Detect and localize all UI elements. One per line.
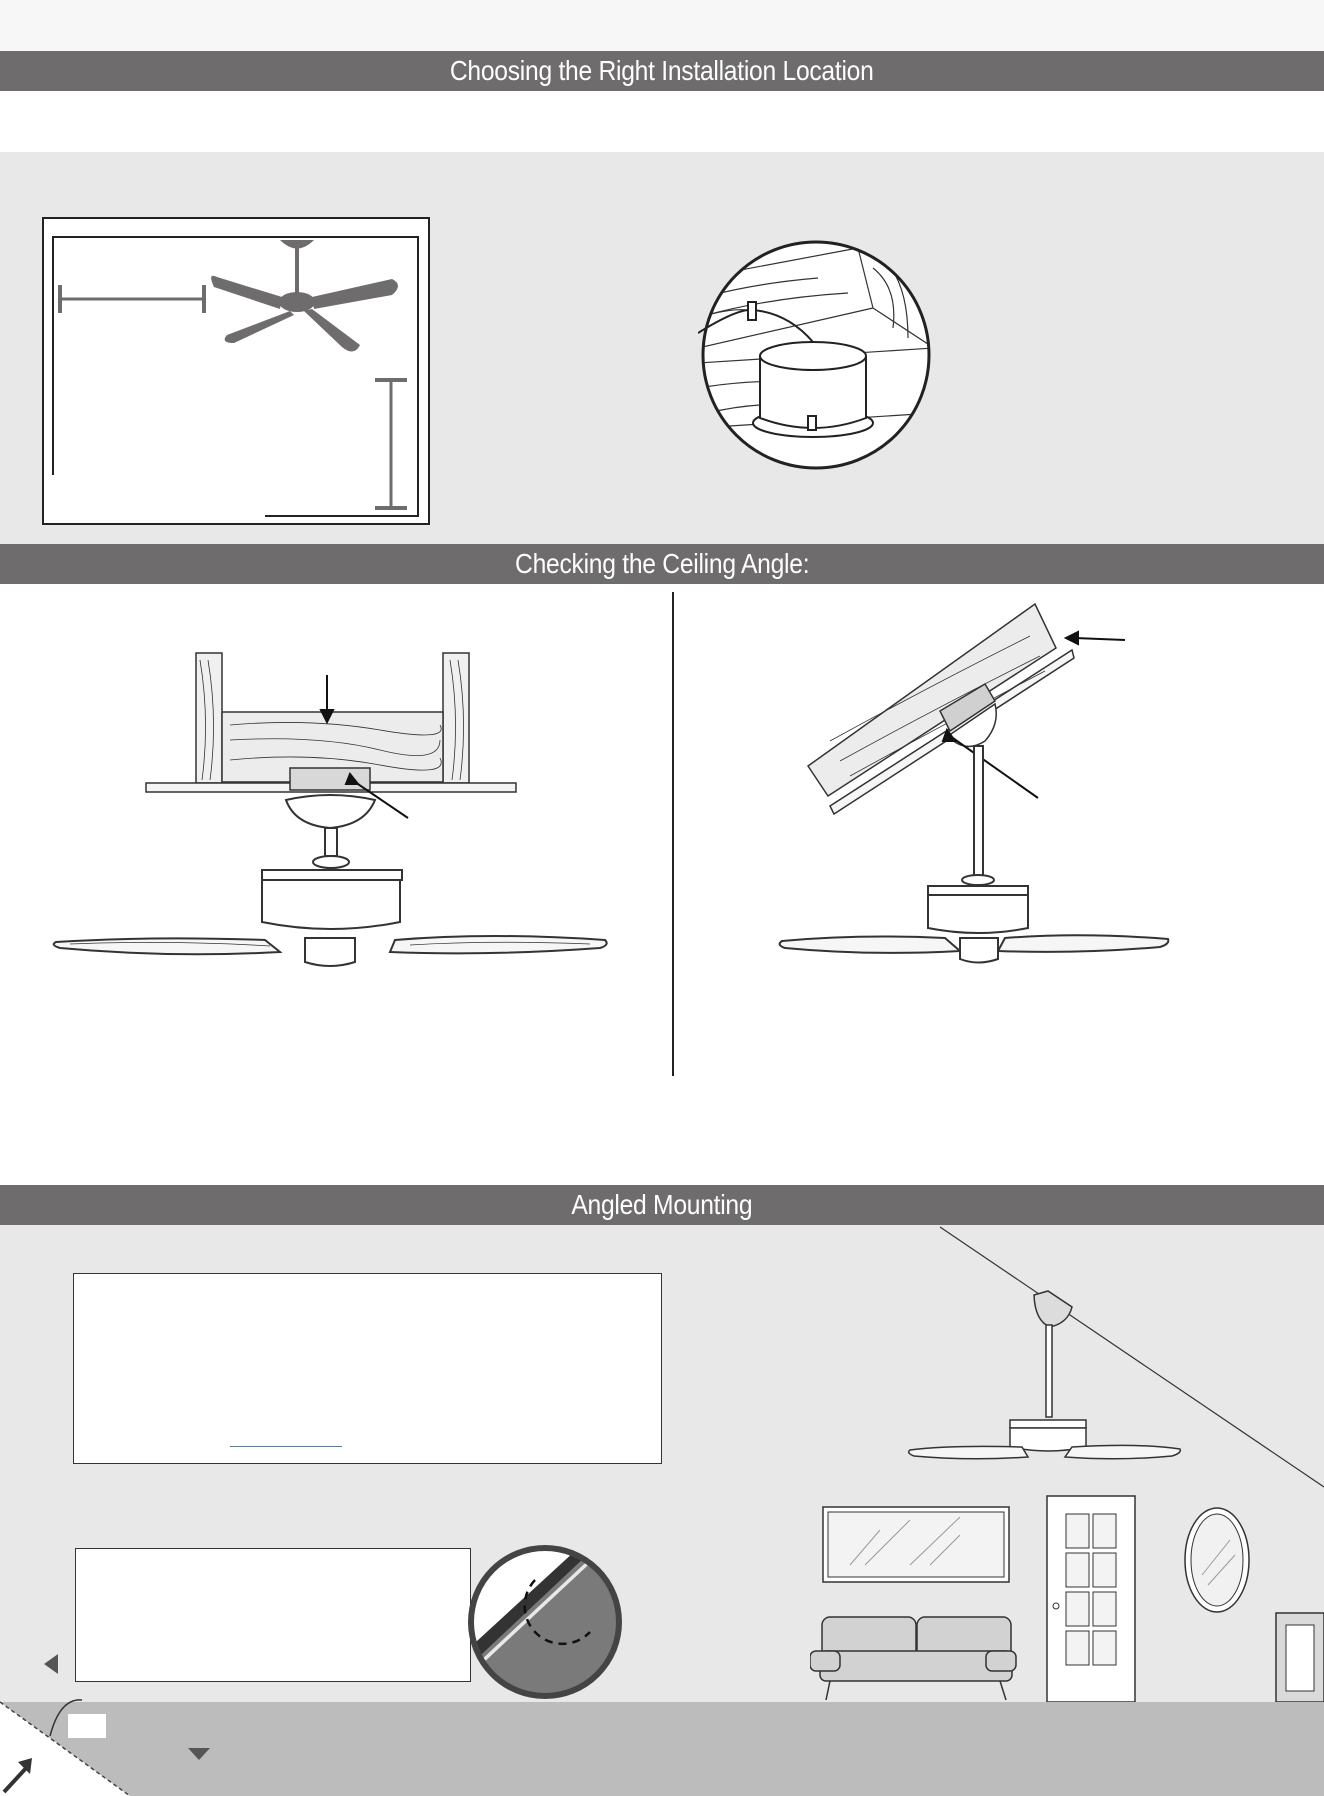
angled-ceiling-fan-diagram [770, 596, 1170, 976]
page-curl-icon[interactable] [0, 1696, 140, 1796]
ceiling-fan-icon [909, 1291, 1181, 1459]
column-divider [672, 592, 674, 1076]
section-header-angle [0, 544, 1324, 584]
info-box-primary [73, 1273, 662, 1464]
junction-box-detail [698, 238, 934, 472]
nav-prev-icon[interactable] [42, 1652, 60, 1676]
ceiling-fan-icon [54, 795, 607, 966]
info-link[interactable] [230, 1446, 342, 1447]
section-header-angled [0, 1185, 1324, 1225]
bracket-zoom-detail [465, 1540, 625, 1704]
section-title-angle: Checking the Ceiling Angle: [514, 548, 810, 579]
section-title-location: Choosing the Right Installation Location [450, 55, 874, 86]
nav-next-icon[interactable] [186, 1746, 212, 1762]
room-clearance-diagram [42, 217, 432, 527]
info-box-secondary [75, 1548, 471, 1682]
angled-ceiling-room-scene [810, 1225, 1324, 1705]
section-title-angled: Angled Mounting [571, 1189, 753, 1220]
flat-ceiling-fan-diagram [50, 640, 610, 980]
top-strip [0, 0, 1324, 51]
section-header-location [0, 51, 1324, 91]
